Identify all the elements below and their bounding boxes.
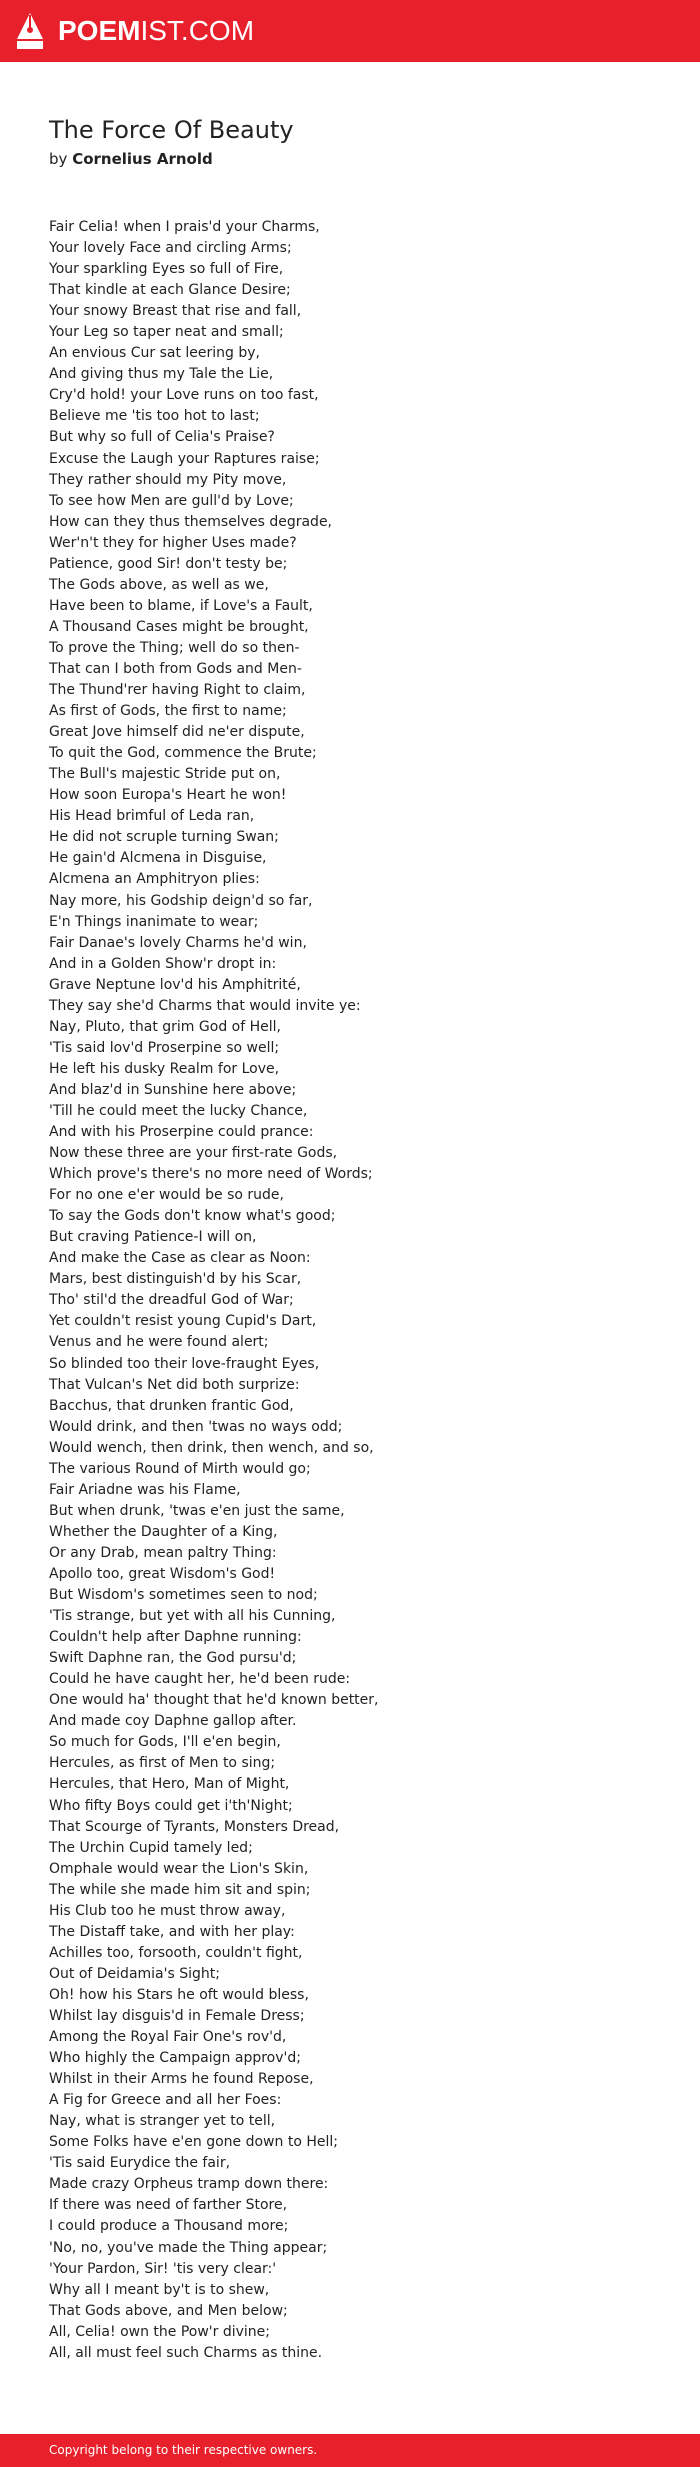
poem-line: Nay, Pluto, that grim God of Hell, — [49, 1018, 281, 1035]
poem-line: Patience, good Sir! don't testy be; — [49, 555, 288, 572]
poem-line: 'Tis strange, but yet with all his Cunning, — [49, 1608, 336, 1625]
poem-line: He gain'd Alcmena in Disguise, — [49, 850, 267, 867]
poem-line: They say she'd Charms that would invite ye: — [49, 997, 361, 1014]
byline — [49, 150, 213, 168]
poem-line: Have been to blame, if Love's a Fault, — [49, 597, 313, 614]
poem-line: Hercules, that Hero, Man of Might, — [49, 1776, 290, 1793]
poem-line: Grave Neptune lov'd his Amphitrité, — [49, 976, 301, 993]
poem-line: How can they thus themselves degrade, — [49, 513, 333, 530]
poem-line: Out of Deidamia's Sight; — [49, 1965, 220, 1982]
poem-line: How soon Europa's Heart he won! — [49, 787, 287, 804]
poem-line: But Wisdom's sometimes seen to nod; — [49, 1587, 318, 1604]
poem-line: A Thousand Cases might be brought, — [49, 618, 309, 635]
poem-line: But why so full of Celia's Praise? — [49, 429, 275, 446]
poem-line: Could he have caught her, he'd been rude: — [49, 1671, 351, 1688]
copyright-text: Copyright belong to their respective owners. — [49, 2443, 318, 2457]
poem-line: To see how Men are gull'd by Love; — [49, 492, 294, 509]
poem-line: Now these three are your first-rate Gods, — [49, 1145, 338, 1162]
logo-wordmark-light: IST.COM — [140, 15, 255, 46]
poem-line: 'Till he could meet the lucky Chance, — [49, 1102, 308, 1119]
poem-line: Cry'd hold! your Love runs on too fast, — [49, 387, 319, 404]
poem-line: Fair Celia! when I prais'd your Charms, — [49, 219, 320, 235]
poem-line: The Gods above, as well as we, — [49, 576, 269, 593]
poem-line: He left his dusky Realm for Love, — [49, 1060, 280, 1077]
logo-wordmark — [58, 12, 254, 50]
poem-line: Your Leg so taper neat and small; — [49, 324, 284, 341]
poem-line: Whilst in their Arms he found Repose, — [49, 2071, 314, 2088]
poem-line: Excuse the Laugh your Raptures raise; — [49, 450, 320, 467]
poem-line: Your sparkling Eyes so full of Fire, — [49, 261, 284, 278]
poem-line: As first of Gods, the first to name; — [49, 703, 287, 720]
poem-line: That Vulcan's Net did both surprize: — [49, 1376, 300, 1393]
poem-line: Alcmena an Amphitryon plies: — [49, 871, 260, 888]
poem-line: His Head brimful of Leda ran, — [49, 808, 255, 825]
poem-line: Wer'n't they for higher Uses made? — [49, 534, 297, 551]
pen-nib-icon — [16, 12, 44, 50]
poem-line: And in a Golden Show'r dropt in: — [49, 955, 277, 972]
poem-line: Your lovely Face and circling Arms; — [49, 240, 292, 257]
poem-line: A Fig for Greece and all her Foes: — [49, 2092, 282, 2109]
poem-line: Mars, best distinguish'd by his Scar, — [49, 1271, 302, 1288]
poem-line: 'No, no, you've made the Thing appear; — [49, 2239, 328, 2256]
poem-line: The while she made him sit and spin; — [49, 1881, 311, 1898]
poem-line: Would drink, and then 'twas no ways odd; — [49, 1418, 343, 1435]
poem-line: That Scourge of Tyrants, Monsters Dread, — [49, 1818, 340, 1835]
poem-line: E'n Things inanimate to wear; — [49, 913, 259, 930]
poem-line: For no one e'er would be so rude, — [49, 1187, 284, 1204]
poem-line: And with his Proserpine could prance: — [49, 1124, 314, 1141]
poem-line: That Gods above, and Men below; — [49, 2302, 288, 2319]
poem-line: The Bull's majestic Stride put on, — [49, 766, 281, 783]
poem-line: Nay more, his Godship deign'd so far, — [49, 892, 313, 909]
poem-line: His Club too he must throw away, — [49, 1902, 286, 1919]
poem-line: Yet couldn't resist young Cupid's Dart, — [49, 1313, 317, 1330]
poem-line: And giving thus my Tale the Lie, — [49, 366, 274, 383]
poem-line: Believe me 'tis too hot to last; — [49, 408, 260, 425]
poem-line: Venus and he were found alert; — [49, 1334, 269, 1351]
poem-line: Among the Royal Fair One's rov'd, — [49, 2029, 287, 2046]
poem-line: Fair Ariadne was his Flame, — [49, 1481, 241, 1498]
poem-line: The Thund'rer having Right to claim, — [49, 682, 306, 699]
poem-line: Whilst lay disguis'd in Female Dress; — [49, 2007, 305, 2024]
poem-line: Whether the Daughter of a King, — [49, 1523, 278, 1540]
poem-line: Couldn't help after Daphne running: — [49, 1629, 302, 1646]
poem-line: Which prove's there's no more need of Words; — [49, 1166, 373, 1183]
poem-line: Hercules, as first of Men to sing; — [49, 1755, 276, 1772]
poem-line: That kindle at each Glance Desire; — [49, 282, 291, 299]
poem-line: Omphale would wear the Lion's Skin, — [49, 1860, 309, 1877]
poem-line: I could produce a Thousand more; — [49, 2218, 289, 2235]
top-bar — [0, 0, 700, 62]
poem-line: And make the Case as clear as Noon: — [49, 1250, 311, 1267]
poem-line: All, Celia! own the Pow'r divine; — [49, 2323, 270, 2340]
poem-line: 'Tis said lov'd Proserpine so well; — [49, 1039, 280, 1056]
poem-line: But when drunk, 'twas e'en just the same, — [49, 1502, 345, 1519]
byline-prefix: by — [49, 150, 68, 168]
poem-line: The Urchin Cupid tamely led; — [49, 1839, 253, 1856]
poem-line: Who fifty Boys could get i'th'Night; — [49, 1797, 293, 1814]
poem-line: Your snowy Breast that rise and fall, — [49, 303, 302, 320]
poem-line: Apollo too, great Wisdom's God! — [49, 1566, 276, 1582]
poem-line: If there was need of farther Store, — [49, 2197, 288, 2214]
poem-line: Achilles too, forsooth, couldn't fight, — [49, 1944, 303, 1961]
poem-line: Or any Drab, mean paltry Thing: — [49, 1544, 277, 1561]
poem-line: He did not scruple turning Swan; — [49, 829, 279, 846]
poem-line: They rather should my Pity move, — [49, 471, 287, 488]
poem-line: An envious Cur sat leering by, — [49, 345, 261, 362]
poem-line: To say the Gods don't know what's good; — [49, 1208, 336, 1225]
poem-line: And blaz'd in Sunshine here above; — [49, 1081, 297, 1098]
poem-line: That can I both from Gods and Men- — [49, 660, 302, 677]
poem-line: Why all I meant by't is to shew, — [49, 2281, 270, 2298]
poem-line: All, all must feel such Charms as thine. — [49, 2344, 323, 2361]
poem-line: Made crazy Orpheus tramp down there: — [49, 2176, 329, 2193]
poem-line: Who highly the Campaign approv'd; — [49, 2050, 301, 2067]
footer — [0, 2434, 700, 2467]
poem-line: But craving Patience-I will on, — [49, 1229, 257, 1246]
poem-line: So blinded too their love-fraught Eyes, — [49, 1355, 320, 1372]
poem-body — [49, 217, 669, 2364]
poem-line: Some Folks have e'en gone down to Hell; — [49, 2134, 338, 2151]
poem-line: To quit the God, commence the Brute; — [49, 745, 317, 762]
poem-line: The various Round of Mirth would go; — [49, 1460, 311, 1477]
poem-title: The Force Of Beauty — [49, 116, 294, 144]
poem-line: Fair Danae's lovely Charms he'd win, — [49, 934, 307, 951]
poem-line: To prove the Thing; well do so then- — [49, 639, 300, 656]
poem-line: So much for Gods, I'll e'en begin, — [49, 1734, 281, 1751]
poem-line: 'Tis said Eurydice the fair, — [49, 2155, 231, 2172]
poem-line: The Distaff take, and with her play: — [49, 1923, 295, 1940]
poem-line: 'Your Pardon, Sir! 'tis very clear:' — [49, 2260, 277, 2277]
poem-line: Nay, what is stranger yet to tell, — [49, 2113, 276, 2130]
poem-line: One would ha' thought that he'd known better, — [49, 1692, 379, 1709]
poem-line: Tho' stil'd the dreadful God of War; — [49, 1292, 294, 1309]
author-name[interactable]: Cornelius Arnold — [72, 150, 213, 168]
poem-line: Bacchus, that drunken frantic God, — [49, 1397, 294, 1414]
logo-wordmark-bold: POEM — [58, 15, 141, 46]
site-logo[interactable] — [16, 12, 254, 50]
poem-line: Great Jove himself did ne'er dispute, — [49, 724, 305, 741]
poem-line: Oh! how his Stars he oft would bless, — [49, 1986, 309, 2003]
poem-line: Swift Daphne ran, the God pursu'd; — [49, 1650, 297, 1667]
poem-line: And made coy Daphne gallop after. — [49, 1713, 297, 1730]
poem-line: Would wench, then drink, then wench, and so, — [49, 1439, 374, 1456]
